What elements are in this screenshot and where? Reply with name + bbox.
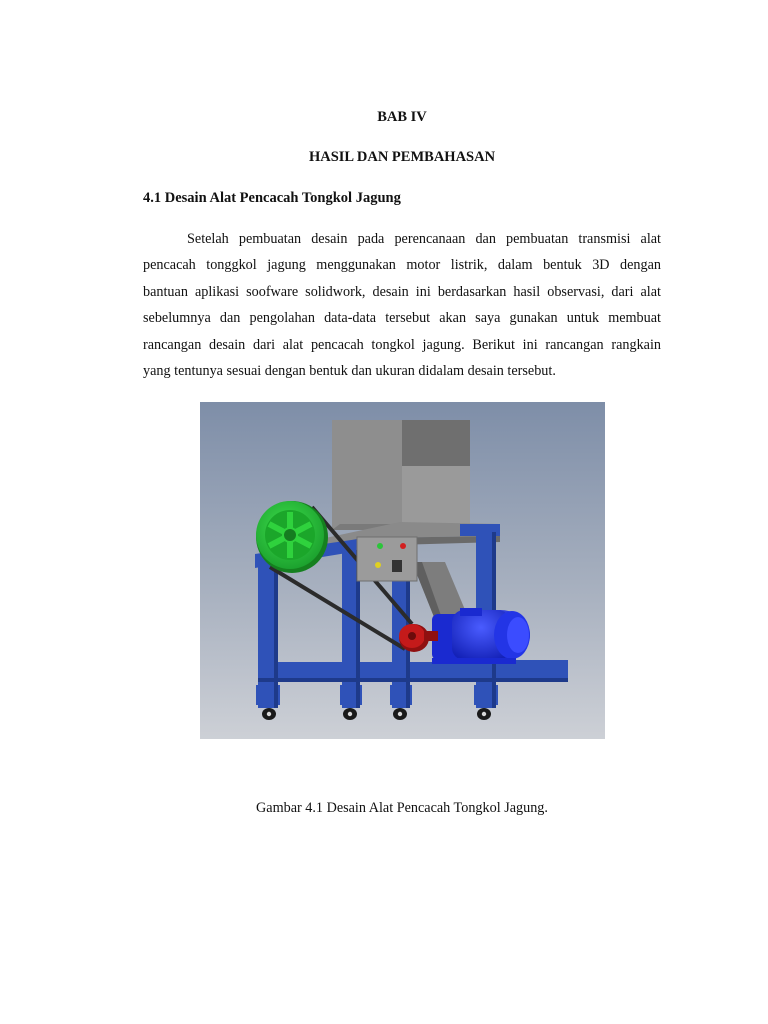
body-paragraph xyxy=(143,226,661,384)
paragraph-line: yang tentunya sesuai dengan bentuk dan ukuran didalam desain tersebut. xyxy=(143,362,556,379)
paragraph-line: bantuan aplikasi soofware solidwork, desain ini berdasarkan hasil observasi, dari alat xyxy=(143,283,661,300)
large-pulley xyxy=(256,501,328,573)
chopper-machine-render xyxy=(200,402,605,739)
paragraph-line: sebelumnya dan pengolahan data-data tersebut akan saya gunakan untuk membuat xyxy=(143,310,661,327)
paragraph-line: Setelah pembuatan desain pada perencanaan dan pembuatan transmisi alat xyxy=(187,231,661,247)
control-box xyxy=(357,537,417,581)
paragraph-line: pencacah tonggkol jagung menggunakan motor listrik, dalam bentuk 3D dengan xyxy=(143,257,661,274)
chapter-title: HASIL DAN PEMBAHASAN xyxy=(308,149,496,165)
paragraph-line: rancangan desain dari alat pencacah tongkol jagung. Berikut ini rancangan rangkain xyxy=(143,336,661,353)
figure-caption: Gambar 4.1 Desain Alat Pencacah Tongkol Jagung. xyxy=(256,800,548,816)
section-heading: 4.1 Desain Alat Pencacah Tongkol Jagung xyxy=(143,190,401,206)
electric-motor xyxy=(432,608,530,664)
machine-figure xyxy=(200,402,605,739)
chapter-number: BAB IV xyxy=(377,109,427,125)
hopper xyxy=(332,420,478,530)
